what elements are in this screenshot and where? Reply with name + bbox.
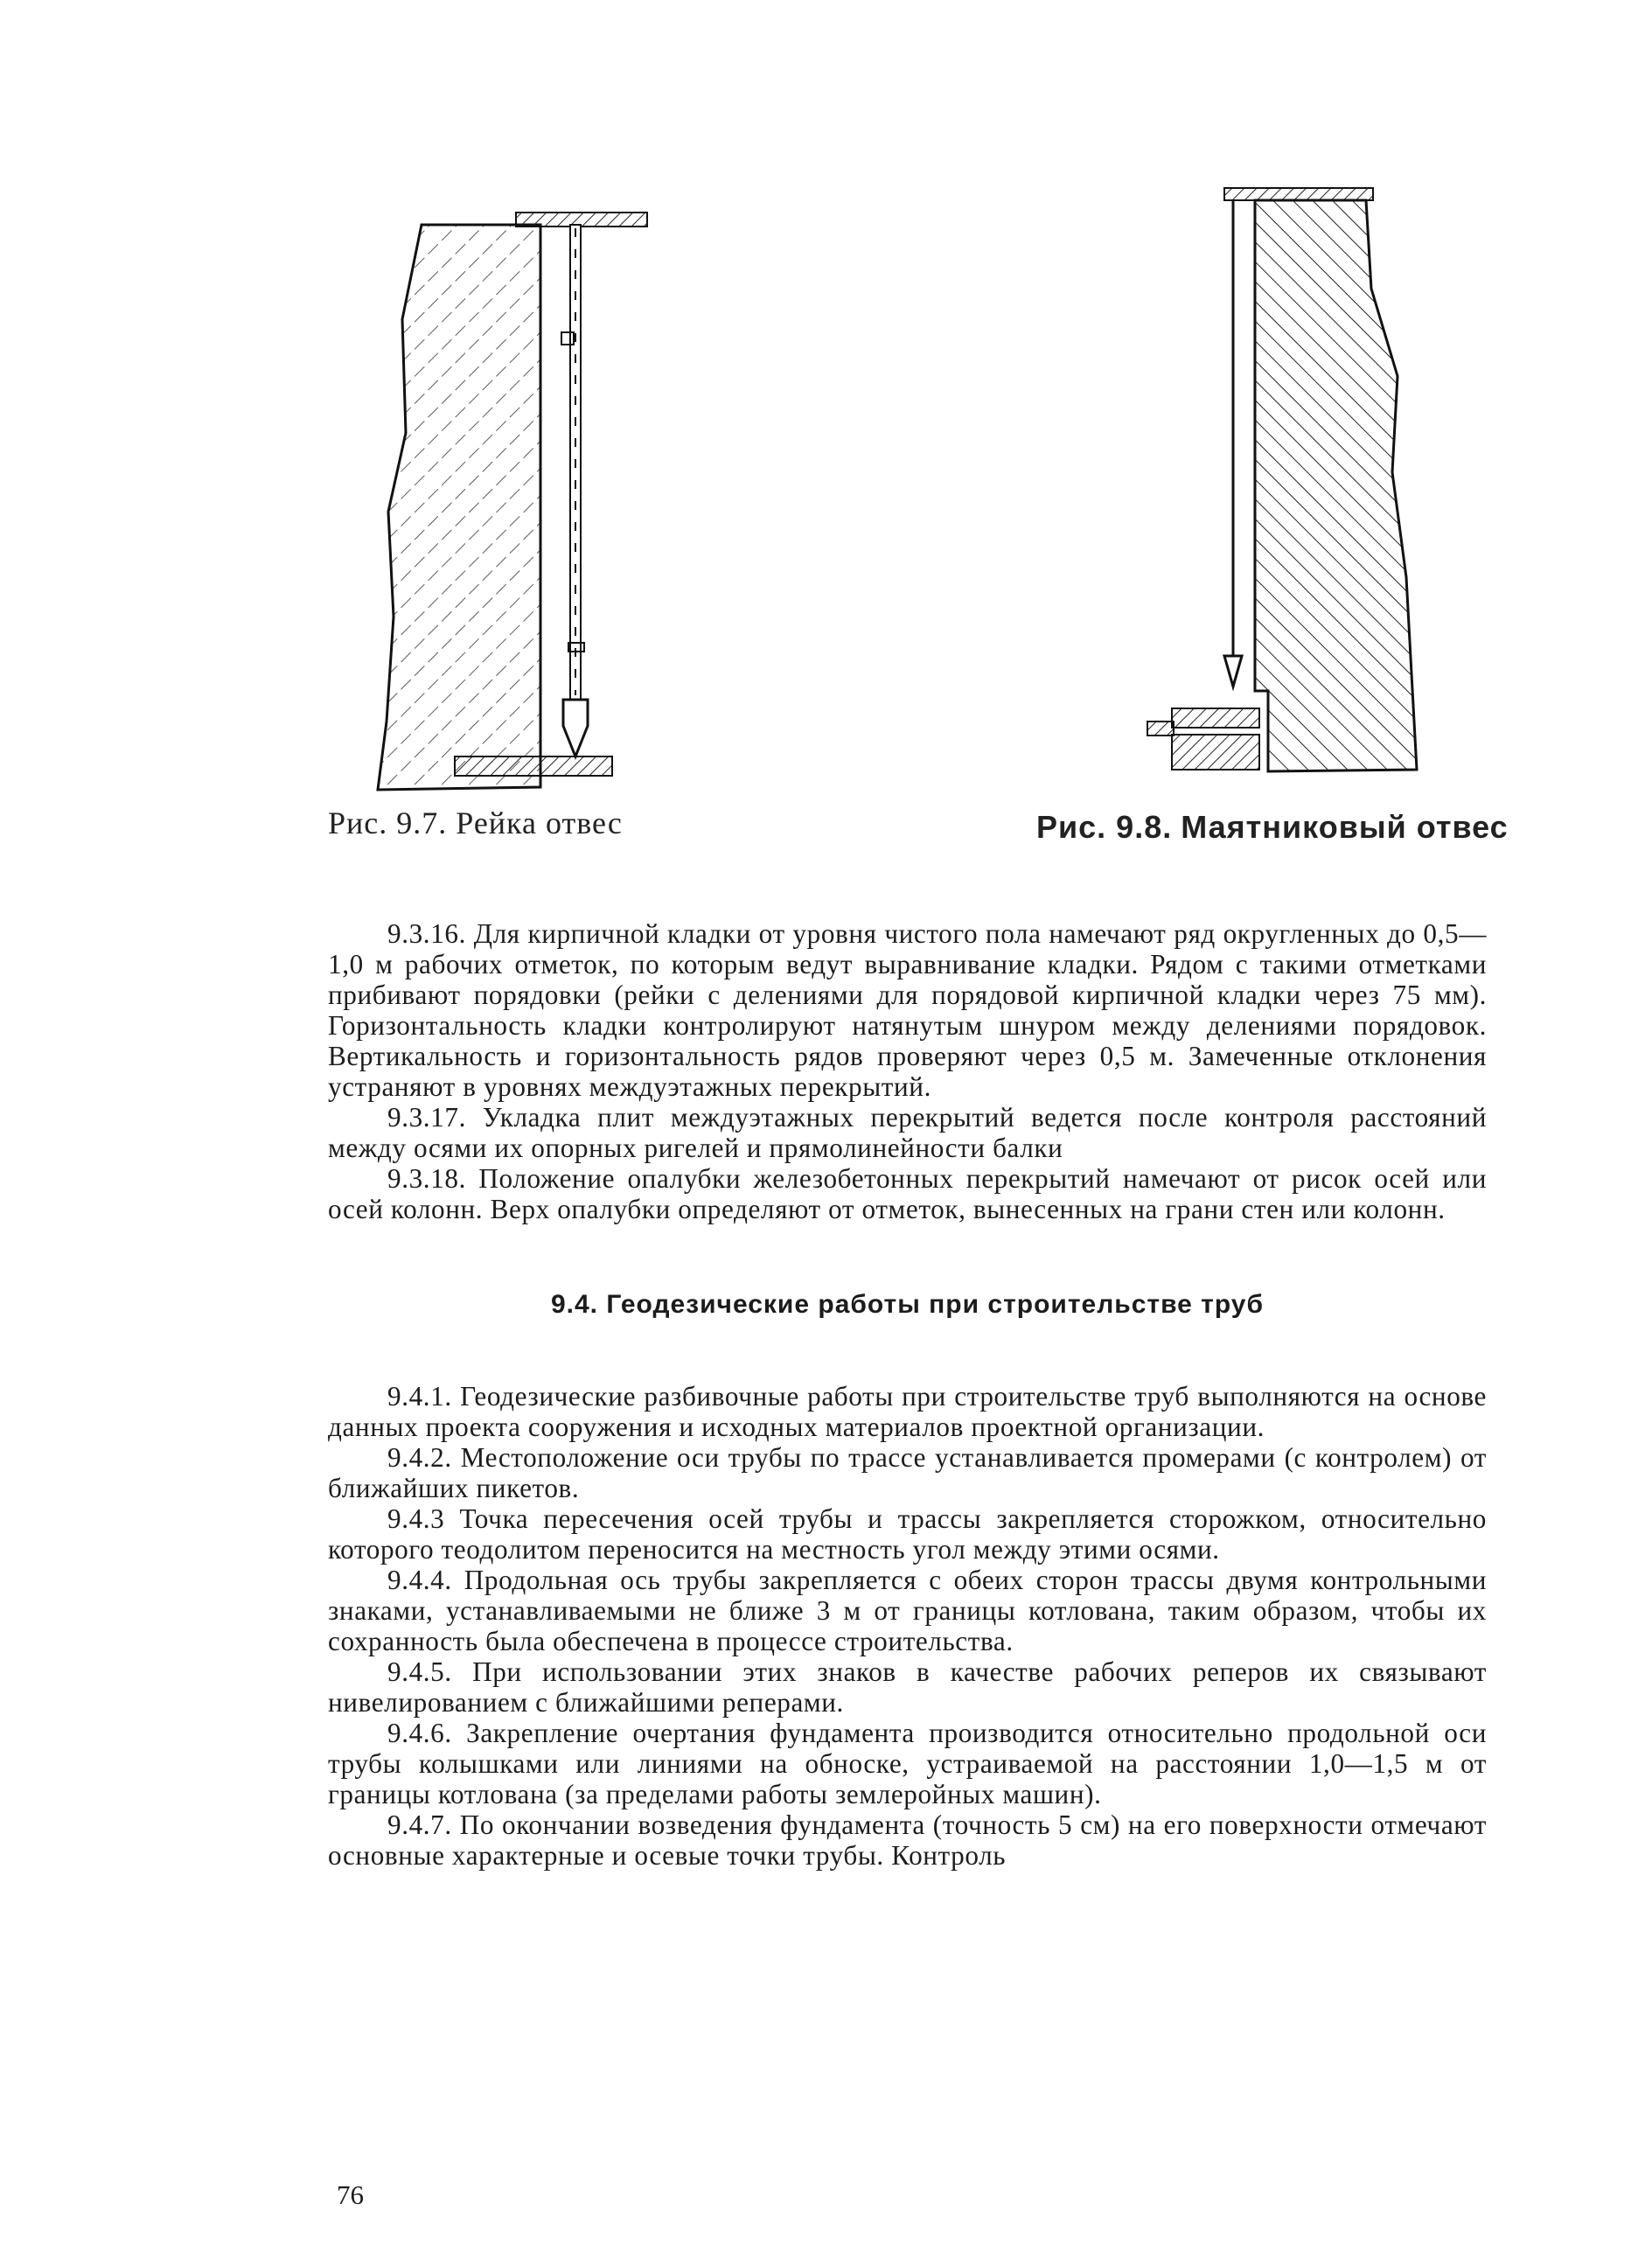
paragraph-9-4-4: 9.4.4. Продольная ось трубы закрепляется с обеих сторон трассы двумя контрольными знаками, устанавливаемыми не ближе 3 м от границы котлована, таким образом, чтобы их сохранность была обеспечена в процессе строительства. <box>328 1565 1487 1656</box>
paragraph-9-4-7: 9.4.7. По окончании возведения фундамента (точность 5 см) на его поверхности отмечают основные характерные и осевые точки трубы. Контроль <box>328 1809 1487 1871</box>
target-block-lower <box>1172 735 1259 770</box>
masonry-wall <box>378 225 540 790</box>
paragraph-9-4-6: 9.4.6. Закрепление очертания фундамента производится относительно продольной оси трубы колышками или линиями на обноске, устраиваемой на расстоянии 1,0—1,5 м от границы котлована (за пределами работы землеройных машин). <box>328 1718 1487 1809</box>
figure-label: Рис. 9.8. <box>1036 809 1173 845</box>
body-text <box>328 918 1487 1871</box>
figure-9-8-pendulum-plumb <box>1137 184 1434 796</box>
figure-title: Маятниковый отвес <box>1181 809 1509 845</box>
plumb-bob-icon <box>1224 656 1242 687</box>
figure-label: Рис. 9.7. <box>328 805 448 840</box>
section-heading: 9.4. Геодезические работы при строительстве труб <box>550 1290 1265 1319</box>
top-bracket <box>1224 188 1373 200</box>
paragraph-9-3-16: 9.3.16. Для кирпичной кладки от уровня чистого пола намечают ряд округленных до 0,5—1,0 м рабочих отметок, по которым ведут выравнивание кладки. Рядом с такими отметками прибивают порядовки (рейки с делениями для порядовой кирпичной кладки через 75 мм). Горизонтальность кладки контролируют натянутым шнуром между делениями порядовок. Вертикальность и горизонтальность рядов проверяют через 0,5 м. Замеченные отклонения устраняют в уровнях междуэтажных перекрытий. <box>328 918 1487 1102</box>
paragraph-9-4-5: 9.4.5. При использовании этих знаков в качестве рабочих реперов их связывают нивелированием с ближайшими реперами. <box>328 1656 1487 1718</box>
paragraph-9-3-18: 9.3.18. Положение опалубки железобетонных перекрытий намечают от рисок осей или осей колонн. Верх опалубки определяют от отметок, вынесенных на грани стен или колонн. <box>328 1163 1487 1224</box>
target-block-upper <box>1172 708 1259 728</box>
paragraph-9-4-3: 9.4.3 Точка пересечения осей трубы и трассы закрепляется сторожком, относительно которого теодолитом переносится на местность угол между этими осями. <box>328 1503 1487 1565</box>
plumb-bob-icon <box>563 700 588 756</box>
paragraph-9-3-17: 9.3.17. Укладка плит междуэтажных перекрытий ведется после контроля расстояний между осями их опорных ригелей и прямолинейности балки <box>328 1102 1487 1163</box>
page-number: 76 <box>337 2179 364 2210</box>
figure-title: Рейка отвес <box>456 805 623 840</box>
figure-9-8-caption <box>1036 809 1509 846</box>
paragraph-9-4-1: 9.4.1. Геодезические разбивочные работы при строительстве труб выполняются на основе данных проекта сооружения и исходных материалов проектной организации. <box>328 1381 1487 1442</box>
masonry-wall <box>1255 200 1417 771</box>
floor-slab <box>455 756 612 776</box>
figure-9-7-rod-plumb <box>367 206 656 809</box>
target-scale <box>1147 722 1174 736</box>
figure-9-7-caption <box>328 805 623 841</box>
paragraph-9-4-2: 9.4.2. Местоположение оси трубы по трассе устанавливается промерами (с контролем) от ближайших пикетов. <box>328 1442 1487 1503</box>
